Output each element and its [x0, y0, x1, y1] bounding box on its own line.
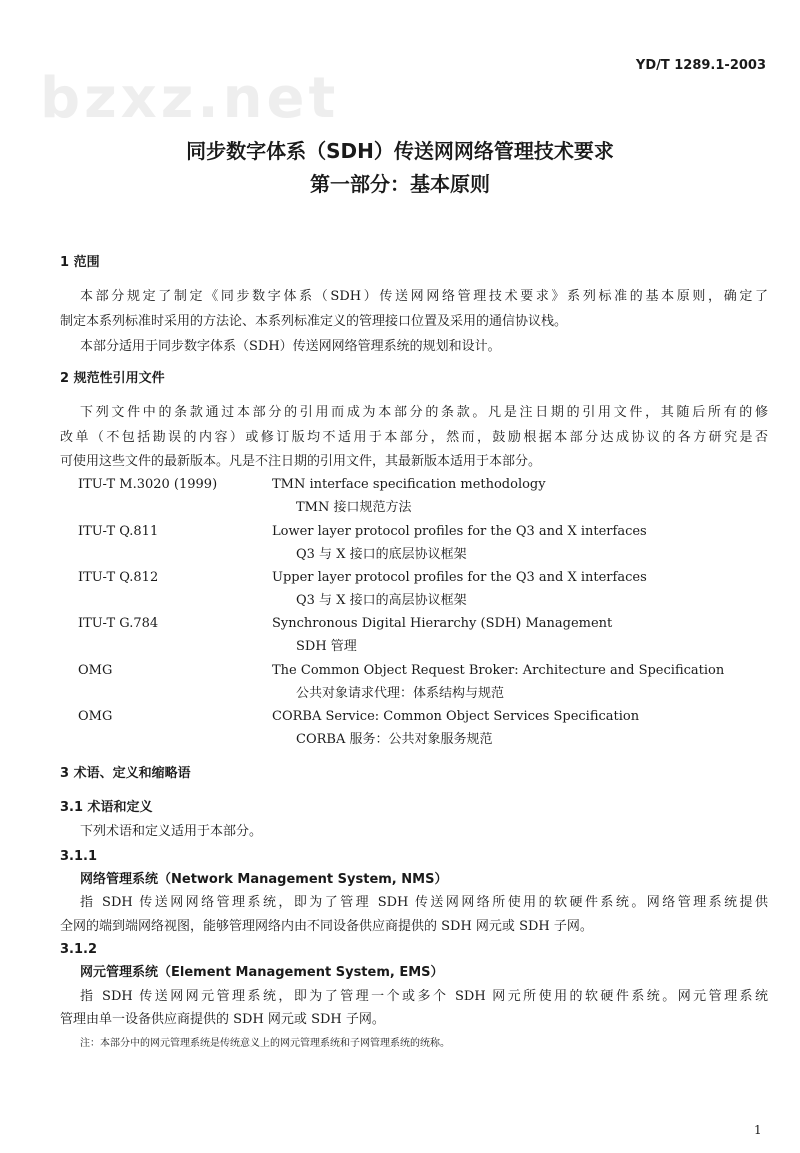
reference-title-en: The Common Object Request Broker: Architecture and Specification: [272, 663, 725, 678]
reference-title-en: Lower layer protocol profiles for the Q3 and X interfaces: [272, 524, 647, 539]
section-2-heading: 2 规范性引用文件: [60, 371, 165, 386]
term-number: 3.1.2: [60, 942, 98, 957]
watermark: bzxz.net: [40, 66, 340, 131]
reference-id: ITU-T Q.812: [78, 570, 159, 585]
reference-id: OMG: [78, 663, 113, 678]
term-title: 网络管理系统（Network Management System, NMS）: [80, 872, 448, 887]
reference-title-zh: TMN 接口规范方法: [296, 500, 412, 515]
section-3-1-heading: 3.1 术语和定义: [60, 800, 153, 815]
reference-id: OMG: [78, 709, 113, 724]
paragraph-line: 管理由单一设备供应商提供的 SDH 网元或 SDH 子网。: [60, 1012, 385, 1027]
reference-id: ITU-T G.784: [78, 616, 159, 631]
paragraph-line: 本部分规定了制定《同步数字体系（SDH）传送网网络管理技术要求》系列标准的基本原则，确定了: [80, 289, 768, 304]
paragraph-line: 改单（不包括勘误的内容）或修订版均不适用于本部分，然而，鼓励根据本部分达成协议的各方研究是否: [60, 430, 768, 445]
term-title: 网元管理系统（Element Management System, EMS）: [80, 965, 444, 980]
reference-id: ITU-T M.3020 (1999): [78, 477, 218, 492]
section-3-heading: 3 术语、定义和缩略语: [60, 766, 191, 781]
note: 注：本部分中的网元管理系统是传统意义上的网元管理系统和子网管理系统的统称。: [80, 1038, 450, 1049]
reference-title-zh: Q3 与 X 接口的底层协议框架: [296, 547, 467, 562]
reference-title-zh: CORBA 服务：公共对象服务规范: [296, 732, 493, 747]
reference-title-zh: SDH 管理: [296, 639, 357, 654]
document-title: 同步数字体系（SDH）传送网网络管理技术要求: [186, 139, 614, 163]
paragraph-line: 指 SDH 传送网网络管理系统，即为了管理 SDH 传送网网络所使用的软硬件系统。网络管理系统提供: [80, 895, 768, 910]
standard-number: YD/T 1289.1-2003: [635, 58, 766, 73]
reference-title-en: CORBA Service: Common Object Services Specification: [272, 709, 640, 724]
paragraph-line: 指 SDH 传送网网元管理系统，即为了管理一个或多个 SDH 网元所使用的软硬件系统。网元管理系统: [80, 989, 768, 1004]
reference-id: ITU-T Q.811: [78, 524, 159, 539]
paragraph-line: 下列文件中的条款通过本部分的引用而成为本部分的条款。凡是注日期的引用文件，其随后所有的修: [80, 405, 768, 420]
paragraph-line: 可使用这些文件的最新版本。凡是不注日期的引用文件，其最新版本适用于本部分。: [60, 454, 542, 469]
paragraph-line: 制定本系列标准时采用的方法论、本系列标准定义的管理接口位置及采用的通信协议栈。: [60, 314, 568, 329]
paragraph-line: 本部分适用于同步数字体系（SDH）传送网网络管理系统的规划和设计。: [80, 339, 501, 354]
reference-title-zh: 公共对象请求代理：体系结构与规范: [296, 686, 505, 701]
page-number: 1: [754, 1123, 762, 1137]
reference-title-zh: Q3 与 X 接口的高层协议框架: [296, 593, 467, 608]
reference-title-en: TMN interface specification methodology: [272, 477, 546, 492]
paragraph-line: 下列术语和定义适用于本部分。: [80, 824, 263, 839]
document-subtitle: 第一部分：基本原则: [310, 172, 490, 196]
reference-title-en: Upper layer protocol profiles for the Q3 and X interfaces: [272, 570, 647, 585]
reference-title-en: Synchronous Digital Hierarchy (SDH) Management: [272, 616, 613, 631]
term-number: 3.1.1: [60, 849, 98, 864]
paragraph-line: 全网的端到端网络视图，能够管理网络内由不同设备供应商提供的 SDH 网元或 SDH 子网。: [60, 919, 593, 934]
section-1-heading: 1 范围: [60, 255, 100, 270]
